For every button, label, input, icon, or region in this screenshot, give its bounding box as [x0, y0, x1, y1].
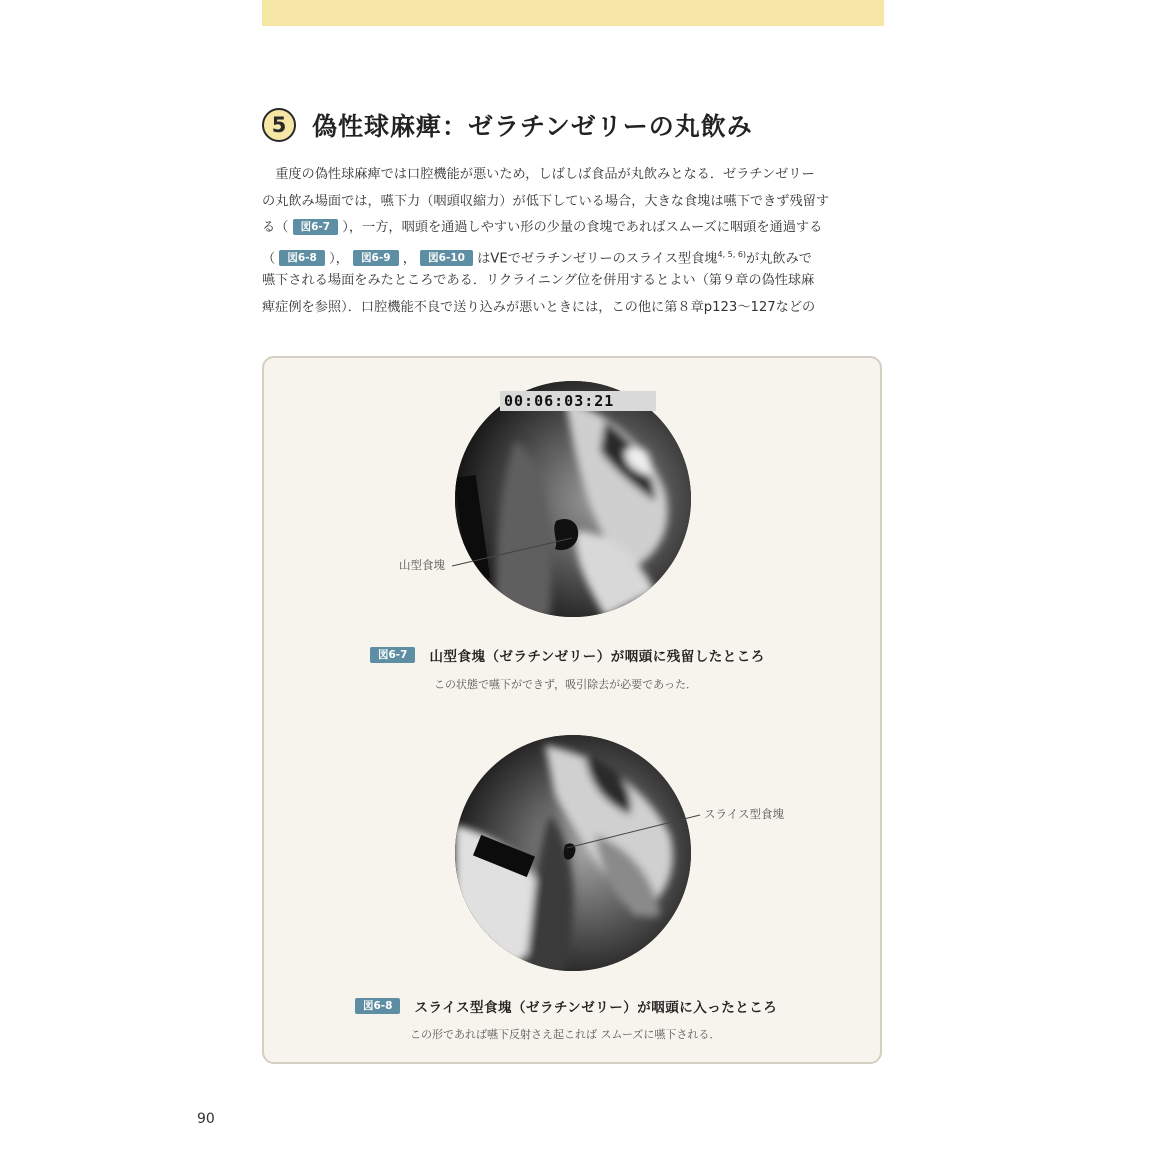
body-text-segment: （	[262, 250, 276, 266]
header-color-band	[262, 0, 884, 26]
body-line	[262, 215, 884, 242]
body-line: 嚥下される場面をみたところである．リクライニング位を併用するとよい（第９章の偽性球麻	[262, 273, 815, 288]
body-text-segment: る（	[262, 220, 289, 235]
figure-caption-1	[370, 645, 765, 665]
figure-note-1: この状態で嚥下ができず，吸引除去が必要であった．	[434, 678, 698, 691]
section-number: 5	[262, 108, 296, 142]
figure-title-2: スライス型食塊（ゼラチンゼリー）が咽頭に入ったところ	[414, 1000, 778, 1016]
figure-ref-tag-6-10[interactable]: 図6-10	[420, 250, 473, 266]
video-timecode: 00:06:03:21	[500, 391, 656, 411]
body-text-segment: ），一方，咽頭を通過しやすい形の少量の食塊であればスムーズに咽頭を通過する	[342, 220, 823, 235]
endoscopy-image-1	[455, 381, 691, 617]
callout-label-slice-bolus: スライス型食塊	[704, 807, 785, 821]
figure-note-2: この形であれば嚥下反射さえ起これば スムーズに嚥下される．	[410, 1028, 721, 1041]
figure-ref-tag-6-8[interactable]: 図6-8	[279, 250, 324, 266]
citation-superscript: 4, 5, 6)	[717, 249, 747, 259]
body-text-segment: ），	[329, 250, 349, 266]
body-text-segment: ，	[402, 250, 416, 266]
figure-caption-2	[355, 996, 777, 1016]
body-paragraph	[262, 162, 884, 321]
body-text-segment: はVEでゼラチンゼリーのスライス型食塊	[477, 250, 718, 266]
body-line: の丸飲み場面では，嚥下力（咽頭収縮力）が低下している場合，大きな食塊は嚥下できず残留す	[262, 193, 830, 209]
section-title: 偽性球麻痺：ゼラチンゼリーの丸飲み	[312, 112, 753, 141]
figure-label-6-7: 図6-7	[370, 647, 415, 663]
figure-ref-tag-6-7[interactable]: 図6-7	[293, 219, 338, 235]
figure-ref-tag-6-9[interactable]: 図6-9	[353, 250, 398, 266]
body-line	[262, 162, 884, 189]
body-text-segment: 重度の偽性球麻痺では口腔機能が悪いため，しばしば食品が丸飲みとなる．ゼラチンゼリー	[275, 167, 815, 182]
figure-title-1: 山型食塊（ゼラチンゼリー）が咽頭に残留したところ	[429, 649, 765, 665]
section-heading	[262, 103, 753, 147]
figure-label-6-8: 図6-8	[355, 998, 400, 1014]
body-line	[262, 242, 884, 269]
endoscopy-image-2	[455, 735, 691, 971]
callout-label-mountain-bolus: 山型食塊	[399, 558, 445, 572]
body-line: 痺症例を参照）．口腔機能不良で送り込みが悪いときには，この他に第８章p123～127などの	[262, 299, 816, 315]
page-number: 90	[197, 1111, 215, 1127]
body-text-segment: が丸飲みで	[746, 250, 812, 266]
